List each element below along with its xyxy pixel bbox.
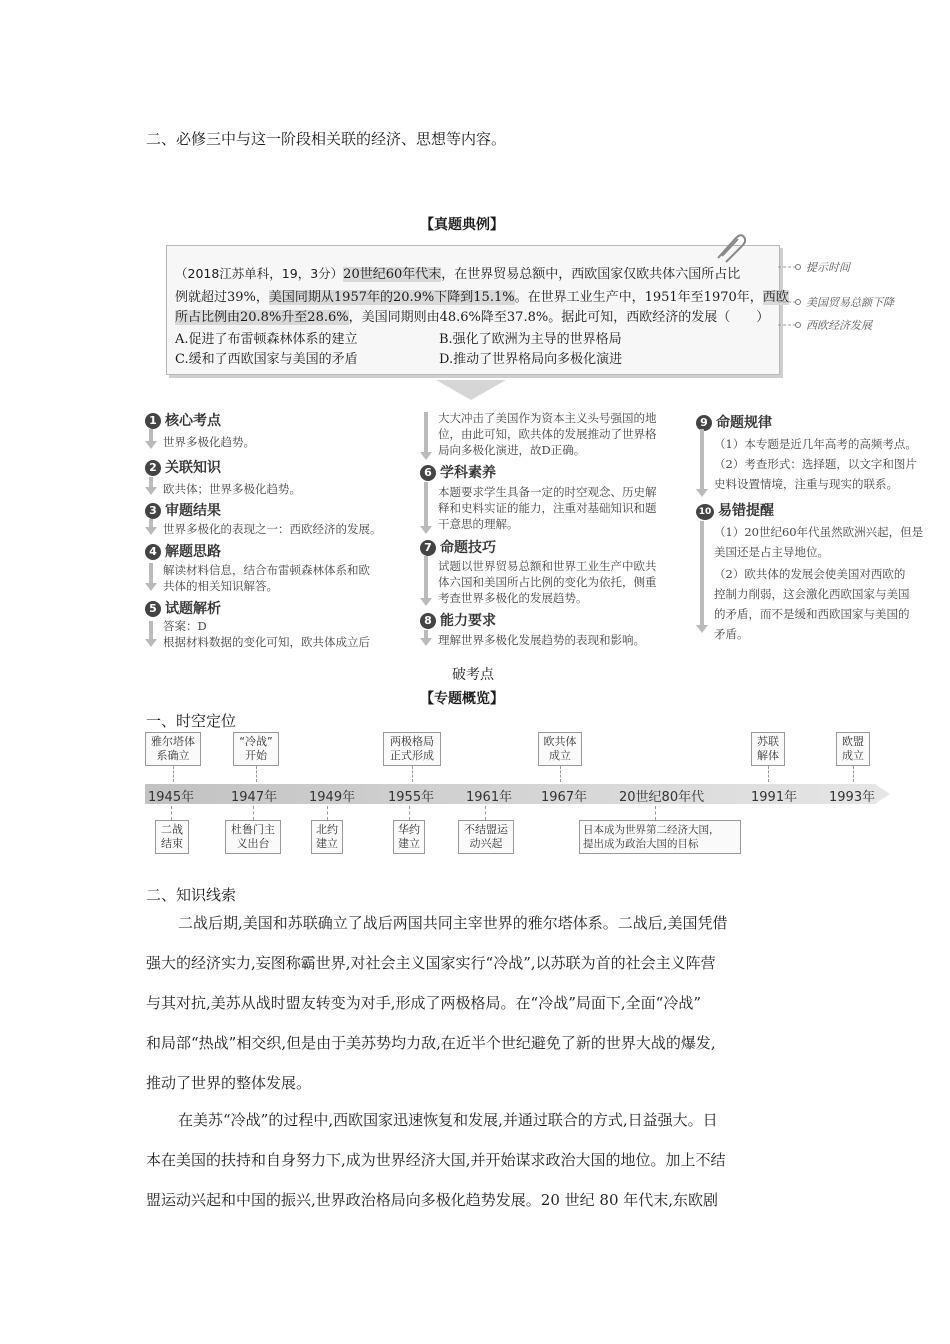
- step-6-text: 干意思的理解。: [438, 517, 519, 531]
- timeline-connector: [253, 806, 254, 820]
- timeline-connector: [327, 806, 328, 820]
- question-text: 。在世界工业生产中，1951年至1970年，: [514, 290, 763, 305]
- step-9-text: 史料设置情境，注重与现实的联系。: [714, 477, 898, 491]
- flow-arrow-icon: [145, 425, 157, 650]
- option-a: A.促进了布雷顿森林体系的建立: [175, 332, 358, 347]
- timeline-event-top: 雅尔塔体 系确立: [145, 732, 201, 766]
- step-2-text: 欧共体；世界多极化趋势。: [163, 482, 301, 496]
- timeline-event-top: 苏联 解体: [751, 732, 785, 766]
- section-1-heading: 一、时空定位: [146, 712, 237, 730]
- overview-title: 【专题概览】: [420, 691, 504, 707]
- example-question-card: [166, 245, 789, 375]
- step-10-heading: 10 易错提醒: [696, 500, 774, 520]
- timeline-event-bottom: 北约 建立: [311, 820, 343, 854]
- section-2-heading: 二、知识线索: [146, 886, 237, 904]
- timeline-event-top: 欧共体 成立: [538, 732, 582, 766]
- annotation-note: 西欧经济发展: [806, 319, 872, 332]
- step-4-text: 解读材料信息，结合布雷顿森林体系和欧: [163, 563, 370, 577]
- timeline-year: 1955年: [388, 790, 435, 805]
- step-10-text: （1）20世纪60年代虽然欧洲兴起，但是: [714, 525, 924, 539]
- timeline: [145, 732, 895, 857]
- paragraph-line: 与其对抗,美苏从战时盟友转变为对手,形成了两极格局。在“冷战”局面下,全面“冷战”: [146, 994, 701, 1012]
- step-5-continued: 大大冲击了美国作为资本主义头号强国的地: [438, 411, 657, 425]
- timeline-event-top: “冷战” 开始: [233, 732, 279, 766]
- timeline-event-bottom: 二战 结束: [155, 820, 189, 854]
- paragraph-line: 在美苏“冷战”的过程中,西欧国家迅速恢复和发展,并通过联合的方式,日益强大。日: [178, 1111, 718, 1129]
- timeline-connector: [768, 766, 769, 782]
- step-7-heading: 7 命题技巧: [420, 537, 496, 557]
- question-source: （2018江苏单科，19，3分）: [175, 266, 344, 281]
- highlight-time: 20世纪60年代末: [343, 267, 442, 282]
- po-kao-dian-title: 破考点: [452, 667, 494, 683]
- timeline-connector: [485, 806, 486, 820]
- step-5-text: 根据材料数据的变化可知，欧共体成立后: [163, 635, 370, 649]
- step-10-text: 控制力削弱，这会激化西欧国家与美国: [714, 587, 910, 601]
- step-5-answer: 答案：D: [163, 619, 207, 633]
- step-5-heading: 5 试题解析: [145, 598, 221, 618]
- highlight-us-trade: 美国同期从1957年的20.9%下降到15.1%: [268, 290, 515, 305]
- timeline-connector: [853, 766, 854, 782]
- timeline-connector: [171, 806, 172, 820]
- annotation-connectors: [778, 255, 808, 335]
- step-4-text: 共体的相关知识解答。: [163, 579, 278, 593]
- timeline-year: 1961年: [466, 790, 513, 805]
- timeline-connector: [655, 806, 656, 820]
- option-c: C.缓和了西欧国家与美国的矛盾: [175, 352, 358, 367]
- timeline-event-bottom: 不结盟运 动兴起: [458, 820, 514, 854]
- step-7-text: 考查世界多极化的发展趋势。: [438, 591, 588, 605]
- timeline-event-top: 两极格局 正式形成: [383, 732, 441, 766]
- step-1-heading: 1 核心考点: [145, 410, 221, 430]
- option-d: D.推动了世界格局向多极化演进: [439, 352, 623, 367]
- down-arrow-icon: [436, 380, 506, 402]
- example-title: 【真题典例】: [420, 217, 504, 233]
- timeline-year: 1947年: [231, 790, 278, 805]
- timeline-year: 1967年: [541, 790, 588, 805]
- knowledge-paragraph-1: [146, 907, 826, 1099]
- step-8-text: 理解世界多极化发展趋势的表现和影响。: [438, 633, 645, 647]
- timeline-event-bottom: 杜鲁门主 义出台: [225, 820, 281, 854]
- timeline-event-bottom: 华约 建立: [393, 820, 425, 854]
- timeline-connector: [256, 766, 257, 782]
- paragraph-line: 强大的经济实力,妄图称霸世界,对社会主义国家实行“冷战”,以苏联为首的社会主义阵营: [146, 954, 716, 972]
- step-10-text: 美国还是占主导地位。: [714, 545, 829, 559]
- step-4-heading: 4 解题思路: [145, 541, 221, 561]
- step-7-text: 试题以世界贸易总额和世界工业生产中欧共: [438, 559, 657, 573]
- step-10-text: （2）欧共体的发展会使美国对西欧的: [714, 567, 906, 581]
- timeline-connector: [412, 766, 413, 782]
- paragraph-line: 推动了世界的整体发展。: [146, 1074, 312, 1092]
- timeline-year: 20世纪80年代: [619, 790, 705, 805]
- step-2-heading: 2 关联知识: [145, 457, 221, 477]
- paragraph-line: 和局部“热战”相交织,但是由于美苏势均力敌,在近半个世纪避免了新的世界大战的爆发,: [146, 1034, 716, 1052]
- timeline-connector: [173, 766, 174, 782]
- section-heading: 二、必修三中与这一阶段相关联的经济、思想等内容。: [146, 130, 507, 148]
- question-text: ，美国同期则由48.6%降至37.8%。据此可知，西欧经济的发展（ ）: [348, 310, 770, 325]
- paragraph-line: 盟运动兴起和中国的振兴,世界政治格局向多极化趋势发展。20 世纪 80 年代末,东欧剧: [146, 1191, 719, 1209]
- annotation-note: 美国贸易总额下降: [806, 296, 894, 309]
- step-6-text: 本题要求学生具备一定的时空观念、历史解: [438, 485, 657, 499]
- step-9-heading: 9 命题规律: [696, 412, 772, 432]
- timeline-year: 1993年: [829, 790, 876, 805]
- question-text: 例就超过39%，: [175, 290, 269, 305]
- timeline-event-top: 欧盟 成立: [836, 732, 870, 766]
- step-10-text: 矛盾。: [714, 627, 749, 641]
- timeline-connector: [409, 806, 410, 820]
- step-7-text: 体六国和美国所占比例的变化为依托，侧重: [438, 575, 657, 589]
- step-10-text: 的矛盾，而不是缓和西欧国家与美国的: [714, 607, 910, 621]
- knowledge-paragraph-2: [146, 1104, 826, 1216]
- question-text: ，在世界贸易总额中，西欧国家仅欧共体六国所占比: [441, 267, 741, 282]
- option-b: B.强化了欧洲为主导的世界格局: [439, 332, 622, 347]
- highlight-europe: 西欧: [762, 290, 789, 305]
- step-6-heading: 6 学科素养: [420, 462, 496, 482]
- step-3-heading: 3 审题结果: [145, 500, 221, 520]
- step-5-continued: 局向多极化演进，故D正确。: [438, 443, 586, 457]
- question-line-3: [175, 308, 769, 328]
- paragraph-line: 本在美国的扶持和自身努力下,成为世界经济大国,并开始谋求政治大国的地位。加上不结: [146, 1151, 726, 1169]
- step-3-text: 世界多极化的表现之一：西欧经济的发展。: [163, 522, 382, 536]
- step-9-text: （2）考查形式：选择题，以文字和图片: [714, 457, 917, 471]
- step-1-text: 世界多极化趋势。: [163, 435, 255, 449]
- flow-arrow-icon: [696, 425, 708, 640]
- timeline-year: 1949年: [309, 790, 356, 805]
- step-5-continued: 位，由此可知，欧共体的发展推动了世界格: [438, 427, 657, 441]
- highlight-europe-share: 所占比例由20.8%升至28.6%: [175, 310, 349, 325]
- question-line-1: [175, 264, 740, 285]
- step-9-text: （1）本专题是近几年高考的高频考点。: [714, 437, 917, 451]
- annotation-note: 提示时间: [806, 261, 850, 274]
- paperclip-icon: [712, 230, 746, 264]
- timeline-connector: [560, 766, 561, 782]
- flow-arrow-icon: [420, 410, 432, 650]
- step-6-text: 释和史料实证的能力，注重对基础知识和题: [438, 501, 657, 515]
- step-8-heading: 8 能力要求: [420, 610, 496, 630]
- timeline-event-bottom: 日本成为世界第二经济大国， 提出成为政治大国的目标: [579, 820, 741, 854]
- question-line-2: [175, 288, 789, 308]
- paragraph-line: 二战后期,美国和苏联确立了战后两国共同主宰世界的雅尔塔体系。二战后,美国凭借: [178, 914, 728, 932]
- timeline-year: 1945年: [148, 790, 195, 805]
- timeline-year: 1991年: [751, 790, 798, 805]
